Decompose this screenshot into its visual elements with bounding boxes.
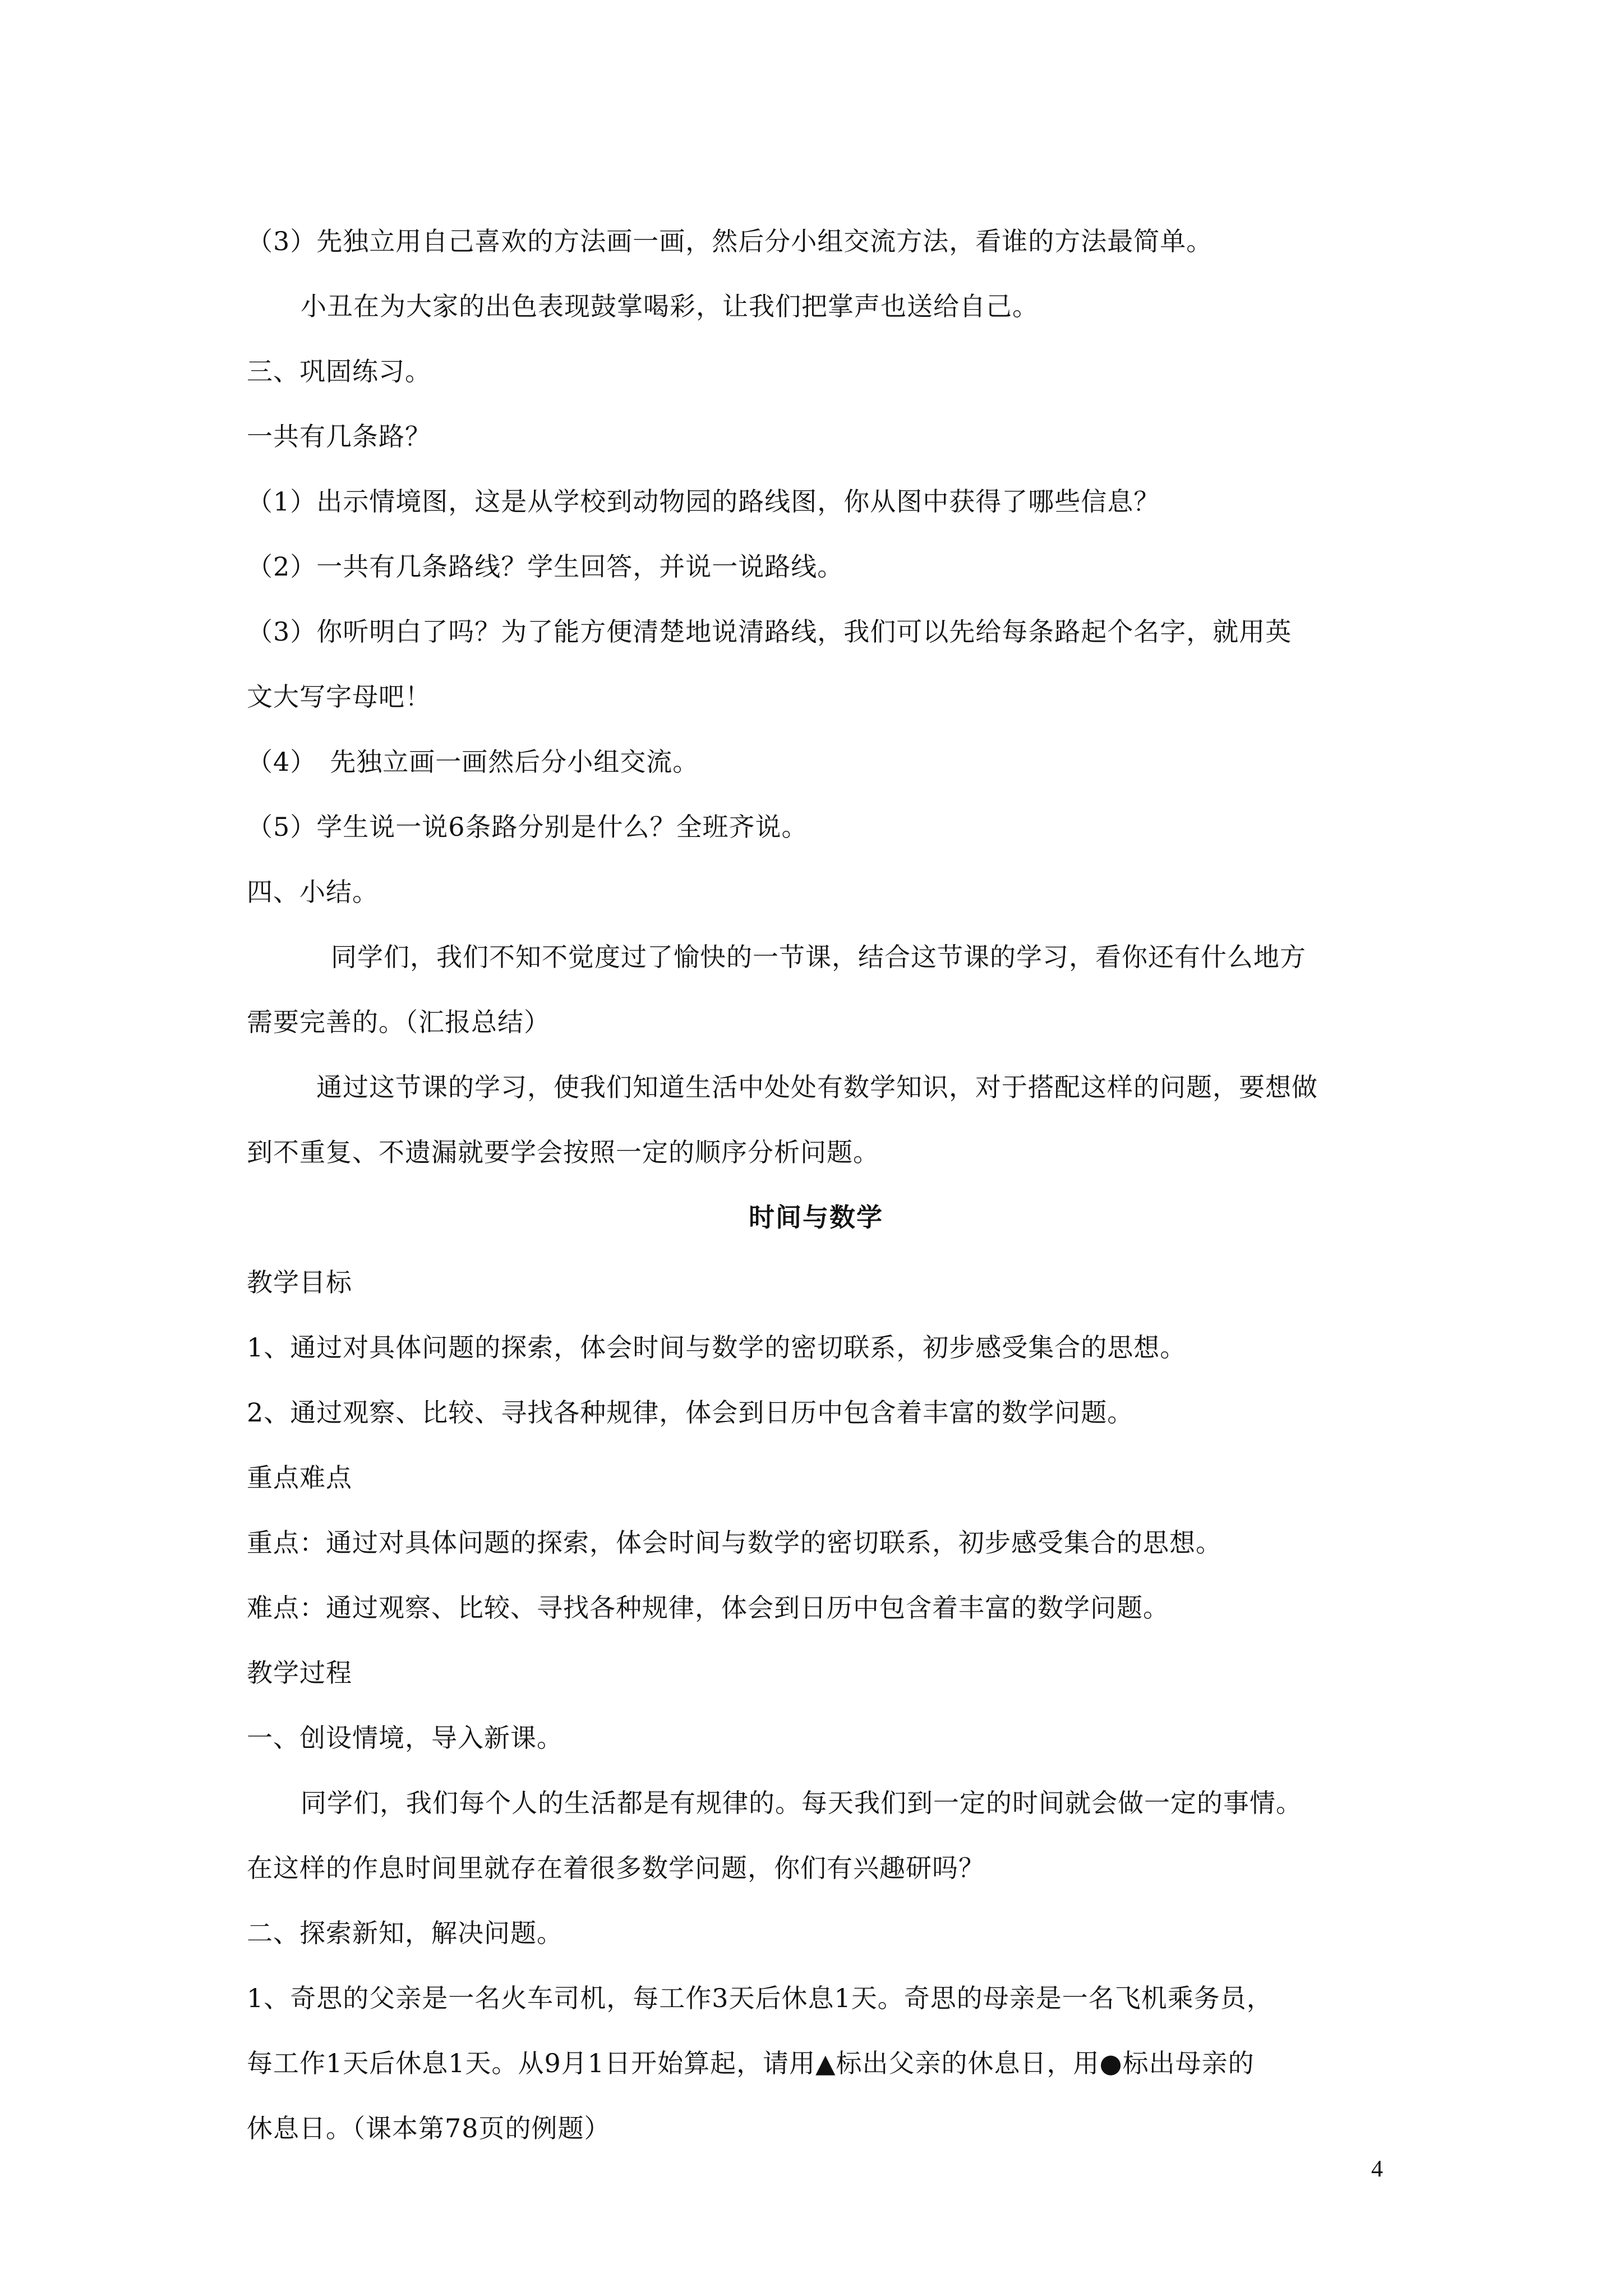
paragraph-line: 通过这节课的学习，使我们知道生活中处处有数学知识，对于搭配这样的问题，要想做: [316, 1072, 1318, 1102]
list-item: 2、通过观察、比较、寻找各种规律，体会到日历中包含着丰富的数学问题。: [247, 1397, 1134, 1428]
document-body: [247, 209, 1385, 2161]
section-title: 时间与数学: [749, 1202, 883, 1232]
section-heading: 三、巩固练习。: [247, 356, 431, 386]
paragraph-line: 到不重复、不遗漏就要学会按照一定的顺序分析问题。: [247, 1137, 879, 1167]
paragraph-line: 难点：通过观察、比较、寻找各种规律，体会到日历中包含着丰富的数学问题。: [247, 1593, 1169, 1623]
paragraph-line: 休息日。（课本第78页的例题）: [247, 2113, 611, 2143]
paragraph-line: （3）先独立用自己喜欢的方法画一画，然后分小组交流方法，看谁的方法最简单。: [247, 226, 1213, 256]
section-heading: 二、探索新知，解决问题。: [247, 1918, 563, 1948]
paragraph-line: 一共有几条路？: [247, 421, 431, 452]
paragraph-line: 文大写字母吧！: [247, 682, 431, 712]
list-item: （4） 先独立画一画然后分小组交流。: [247, 747, 699, 777]
paragraph-line: 需要完善的。（汇报总结）: [247, 1007, 550, 1037]
paragraph-line: 重点：通过对具体问题的探索，体会时间与数学的密切联系，初步感受集合的思想。: [247, 1527, 1222, 1558]
subsection-heading: 教学过程: [247, 1658, 352, 1688]
page-number: 4: [1371, 2156, 1383, 2182]
list-item: （3）你听明白了吗？为了能方便清楚地说清路线，我们可以先给每条路起个名字，就用英: [247, 616, 1292, 647]
list-item: （5）学生说一说6条路分别是什么？全班齐说。: [247, 812, 808, 842]
list-item: （2）一共有几条路线？学生回答，并说一说路线。: [247, 551, 844, 582]
paragraph-line: 同学们，我们每个人的生活都是有规律的。每天我们到一定的时间就会做一定的事情。: [301, 1788, 1302, 1818]
list-item: （1）出示情境图，这是从学校到动物园的路线图，你从图中获得了哪些信息？: [247, 486, 1160, 517]
subsection-heading: 重点难点: [247, 1462, 352, 1493]
paragraph-line: 每工作1天后休息1天。从9月1日开始算起，请用▲标出父亲的休息日，用●标出母亲的: [247, 2048, 1255, 2078]
section-heading: 一、创设情境，导入新课。: [247, 1723, 563, 1753]
section-heading: 四、小结。: [247, 877, 379, 907]
paragraph-line: 1、奇思的父亲是一名火车司机，每工作3天后休息1天。奇思的母亲是一名飞机乘务员，: [247, 1983, 1273, 2013]
paragraph-line: 同学们，我们不知不觉度过了愉快的一节课，结合这节课的学习，看你还有什么地方: [331, 942, 1306, 972]
paragraph-line: 小丑在为大家的出色表现鼓掌喝彩，让我们把掌声也送给自己。: [301, 291, 1039, 321]
list-item: 1、通过对具体问题的探索，体会时间与数学的密切联系，初步感受集合的思想。: [247, 1332, 1187, 1363]
paragraph-line: 在这样的作息时间里就存在着很多数学问题，你们有兴趣研吗？: [247, 1853, 985, 1883]
subsection-heading: 教学目标: [247, 1267, 352, 1297]
